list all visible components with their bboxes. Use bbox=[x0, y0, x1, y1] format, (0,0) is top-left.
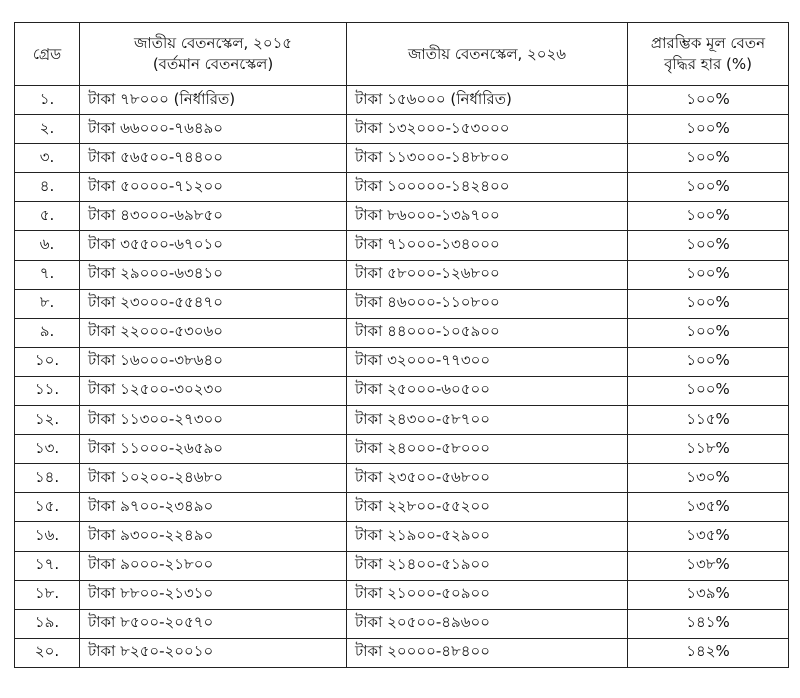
increase-rate-cell: ১১৫% bbox=[628, 406, 789, 435]
new-scale-cell: টাকা ১৫৬০০০ (নির্ধারিত) bbox=[347, 86, 628, 115]
header-increase-rate bbox=[628, 23, 789, 86]
old-scale-cell: টাকা ২৩০০০-৫৫৪৭০ bbox=[80, 289, 347, 318]
table-row bbox=[15, 376, 789, 405]
table-row bbox=[15, 289, 789, 318]
table-row bbox=[15, 231, 789, 260]
header-increase-rate-line2: বৃদ্ধির হার (%) bbox=[664, 55, 752, 73]
new-scale-cell: টাকা ২১৯০০-৫২৯০০ bbox=[347, 522, 628, 551]
old-scale-cell: টাকা ১১৩০০-২৭৩০০ bbox=[80, 406, 347, 435]
table-row bbox=[15, 609, 789, 638]
increase-rate-cell: ১০০% bbox=[628, 376, 789, 405]
increase-rate-cell: ১০০% bbox=[628, 318, 789, 347]
grade-cell: ৭. bbox=[15, 260, 80, 289]
old-scale-cell: টাকা ১২৫০০-৩০২৩০ bbox=[80, 376, 347, 405]
header-new-scale: জাতীয় বেতনস্কেল, ২০২৬ bbox=[347, 23, 628, 86]
grade-cell: ১৬. bbox=[15, 522, 80, 551]
grade-cell: ৩. bbox=[15, 144, 80, 173]
grade-cell: ১৪. bbox=[15, 464, 80, 493]
increase-rate-cell: ১০০% bbox=[628, 173, 789, 202]
table-row bbox=[15, 638, 789, 667]
new-scale-cell: টাকা ২০০০০-৪৮৪০০ bbox=[347, 638, 628, 667]
new-scale-cell: টাকা ২১৪০০-৫১৯০০ bbox=[347, 551, 628, 580]
increase-rate-cell: ১৪১% bbox=[628, 609, 789, 638]
header-old-scale bbox=[80, 23, 347, 86]
table-row bbox=[15, 551, 789, 580]
new-scale-cell: টাকা ৮৬০০০-১৩৯৭০০ bbox=[347, 202, 628, 231]
table-row bbox=[15, 347, 789, 376]
increase-rate-cell: ১৩৫% bbox=[628, 493, 789, 522]
increase-rate-cell: ১৪২% bbox=[628, 638, 789, 667]
increase-rate-cell: ১০০% bbox=[628, 144, 789, 173]
new-scale-cell: টাকা ১৩২০০০-১৫৩০০০ bbox=[347, 115, 628, 144]
new-scale-cell: টাকা ১১৩০০০-১৪৮৮০০ bbox=[347, 144, 628, 173]
new-scale-cell: টাকা ১০০০০০-১৪২৪০০ bbox=[347, 173, 628, 202]
increase-rate-cell: ১৩৯% bbox=[628, 580, 789, 609]
grade-cell: ১৮. bbox=[15, 580, 80, 609]
old-scale-cell: টাকা ৮২৫০-২০০১০ bbox=[80, 638, 347, 667]
old-scale-cell: টাকা ৯৩০০-২২৪৯০ bbox=[80, 522, 347, 551]
increase-rate-cell: ১০০% bbox=[628, 86, 789, 115]
table-row bbox=[15, 318, 789, 347]
grade-cell: ১২. bbox=[15, 406, 80, 435]
header-increase-rate-line1: প্রারম্ভিক মূল বেতন bbox=[650, 34, 766, 52]
header-old-scale-subtitle: (বর্তমান বেতনস্কেল) bbox=[152, 55, 274, 73]
grade-cell: ২. bbox=[15, 115, 80, 144]
increase-rate-cell: ১৩০% bbox=[628, 464, 789, 493]
old-scale-cell: টাকা ৮৫০০-২০৫৭০ bbox=[80, 609, 347, 638]
table-row bbox=[15, 202, 789, 231]
table-row bbox=[15, 493, 789, 522]
increase-rate-cell: ১১৮% bbox=[628, 435, 789, 464]
new-scale-cell: টাকা ৭১০০০-১৩৪০০০ bbox=[347, 231, 628, 260]
increase-rate-cell: ১০০% bbox=[628, 202, 789, 231]
grade-cell: ৫. bbox=[15, 202, 80, 231]
table-row bbox=[15, 435, 789, 464]
new-scale-cell: টাকা ৫৮০০০-১২৬৮০০ bbox=[347, 260, 628, 289]
increase-rate-cell: ১০০% bbox=[628, 115, 789, 144]
old-scale-cell: টাকা ৫৬৫০০-৭৪৪০০ bbox=[80, 144, 347, 173]
old-scale-cell: টাকা ৭৮০০০ (নির্ধারিত) bbox=[80, 86, 347, 115]
grade-cell: ৬. bbox=[15, 231, 80, 260]
table-row bbox=[15, 406, 789, 435]
table-row bbox=[15, 144, 789, 173]
header-grade: গ্রেড bbox=[15, 23, 80, 86]
new-scale-cell: টাকা ৪৪০০০-১০৫৯০০ bbox=[347, 318, 628, 347]
old-scale-cell: টাকা ১১০০০-২৬৫৯০ bbox=[80, 435, 347, 464]
old-scale-cell: টাকা ৮৮০০-২১৩১০ bbox=[80, 580, 347, 609]
new-scale-cell: টাকা ২৫০০০-৬০৫০০ bbox=[347, 376, 628, 405]
table-row bbox=[15, 260, 789, 289]
grade-cell: ১৯. bbox=[15, 609, 80, 638]
grade-cell: ১০. bbox=[15, 347, 80, 376]
old-scale-cell: টাকা ৯০০০-২১৮০০ bbox=[80, 551, 347, 580]
old-scale-cell: টাকা ৯৭০০-২৩৪৯০ bbox=[80, 493, 347, 522]
grade-cell: ১৭. bbox=[15, 551, 80, 580]
grade-cell: ১১. bbox=[15, 376, 80, 405]
table-row bbox=[15, 173, 789, 202]
header-old-scale-title: জাতীয় বেতনস্কেল, ২০১৫ bbox=[133, 34, 293, 52]
old-scale-cell: টাকা ২২০০০-৫৩০৬০ bbox=[80, 318, 347, 347]
grade-cell: ১৫. bbox=[15, 493, 80, 522]
table-row bbox=[15, 464, 789, 493]
grade-cell: ২০. bbox=[15, 638, 80, 667]
increase-rate-cell: ১০০% bbox=[628, 347, 789, 376]
grade-cell: ১৩. bbox=[15, 435, 80, 464]
old-scale-cell: টাকা ৫০০০০-৭১২০০ bbox=[80, 173, 347, 202]
grade-cell: ৯. bbox=[15, 318, 80, 347]
new-scale-cell: টাকা ৩২০০০-৭৭৩০০ bbox=[347, 347, 628, 376]
increase-rate-cell: ১০০% bbox=[628, 231, 789, 260]
new-scale-cell: টাকা ২৪০০০-৫৮০০০ bbox=[347, 435, 628, 464]
table-row bbox=[15, 86, 789, 115]
grade-cell: ৮. bbox=[15, 289, 80, 318]
table-body bbox=[15, 86, 789, 668]
table-row bbox=[15, 115, 789, 144]
new-scale-cell: টাকা ৪৬০০০-১১০৮০০ bbox=[347, 289, 628, 318]
increase-rate-cell: ১০০% bbox=[628, 260, 789, 289]
old-scale-cell: টাকা ৪৩০০০-৬৯৮৫০ bbox=[80, 202, 347, 231]
old-scale-cell: টাকা ৬৬০০০-৭৬৪৯০ bbox=[80, 115, 347, 144]
new-scale-cell: টাকা ২২৮০০-৫৫২০০ bbox=[347, 493, 628, 522]
grade-cell: ৪. bbox=[15, 173, 80, 202]
table-row bbox=[15, 522, 789, 551]
new-scale-cell: টাকা ২০৫০০-৪৯৬০০ bbox=[347, 609, 628, 638]
old-scale-cell: টাকা ২৯০০০-৬৩৪১০ bbox=[80, 260, 347, 289]
increase-rate-cell: ১০০% bbox=[628, 289, 789, 318]
grade-cell: ১. bbox=[15, 86, 80, 115]
pay-scale-table bbox=[14, 22, 789, 668]
new-scale-cell: টাকা ২৪৩০০-৫৮৭০০ bbox=[347, 406, 628, 435]
header-row bbox=[15, 23, 789, 86]
increase-rate-cell: ১৩৫% bbox=[628, 522, 789, 551]
old-scale-cell: টাকা ১৬০০০-৩৮৬৪০ bbox=[80, 347, 347, 376]
increase-rate-cell: ১৩৮% bbox=[628, 551, 789, 580]
old-scale-cell: টাকা ৩৫৫০০-৬৭০১০ bbox=[80, 231, 347, 260]
new-scale-cell: টাকা ২৩৫০০-৫৬৮০০ bbox=[347, 464, 628, 493]
table-row bbox=[15, 580, 789, 609]
old-scale-cell: টাকা ১০২০০-২৪৬৮০ bbox=[80, 464, 347, 493]
pay-scale-document bbox=[14, 22, 784, 668]
new-scale-cell: টাকা ২১০০০-৫০৯০০ bbox=[347, 580, 628, 609]
